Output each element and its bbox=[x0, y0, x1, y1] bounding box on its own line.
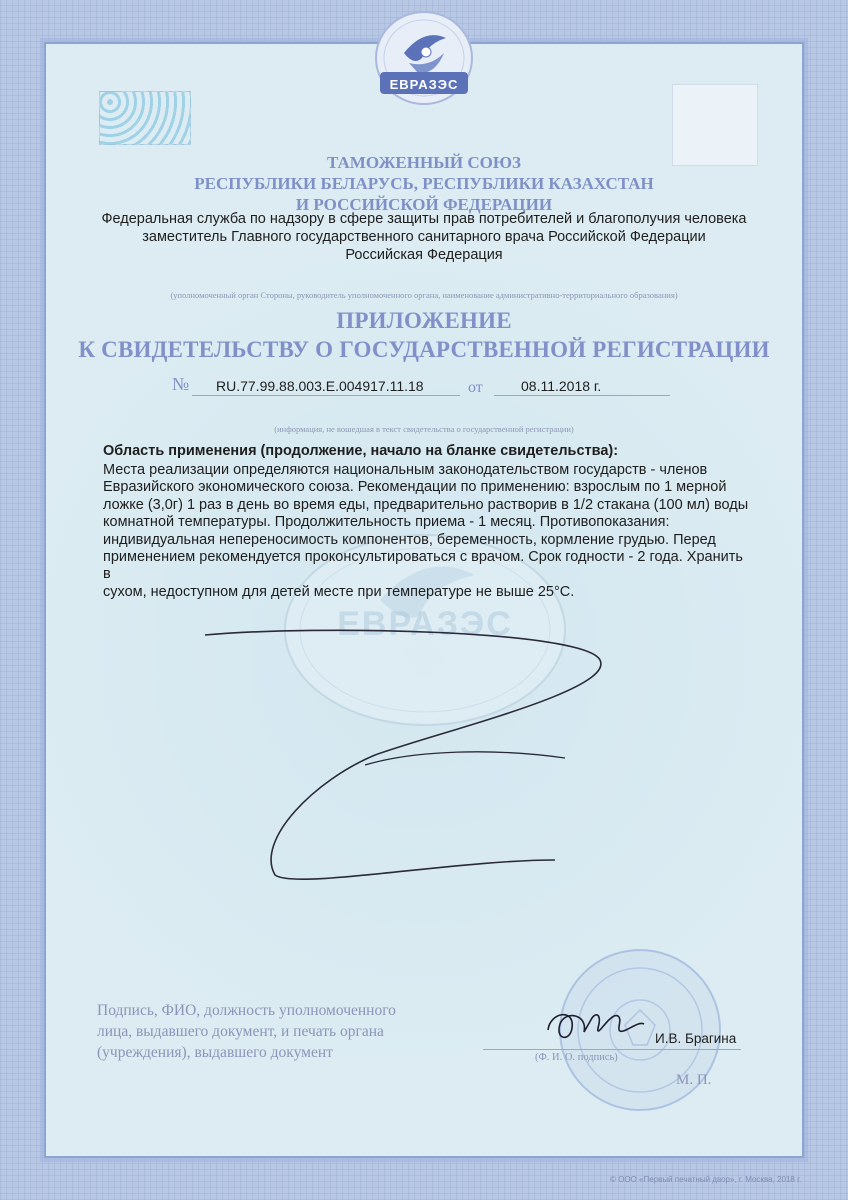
eurasec-emblem-icon bbox=[374, 8, 474, 108]
printer-footer: © ООО «Первый печатный двор», г. Москва, 2018 г. bbox=[610, 1175, 802, 1184]
caption-line-2: лица, выдавшего документ, и печать органа bbox=[97, 1023, 384, 1040]
emblem-label: ЕВРАЗЭС bbox=[389, 77, 459, 92]
authority-block bbox=[80, 210, 768, 264]
signature-caption bbox=[97, 1000, 462, 1063]
registration-number: RU.77.99.88.003.Е.004917.11.18 bbox=[216, 378, 424, 394]
header-line-3: И РОССИЙСКОЙ ФЕДЕРАЦИИ bbox=[295, 195, 553, 214]
background-watermark-label: ЕВРАЗЭС bbox=[337, 605, 513, 643]
scope-title: Область применения (продолжение, начало на бланке свидетельства): bbox=[103, 443, 619, 459]
info-hint: (информация, не вошедшая в текст свидетельства о государственной регистрации) bbox=[274, 424, 574, 434]
title-line-1: ПРИЛОЖЕНИЕ bbox=[336, 308, 512, 333]
authority-line-3: Российская Федерация bbox=[345, 247, 503, 263]
caption-line-3: (учреждения), выдавшего документ bbox=[97, 1044, 333, 1061]
fio-hint: (Ф. И. О. подпись) bbox=[535, 1052, 618, 1063]
hologram-left bbox=[99, 91, 191, 145]
number-sign: № bbox=[172, 374, 190, 394]
caption-line-1: Подпись, ФИО, должность уполномоченного bbox=[97, 1002, 396, 1019]
registration-date: 08.11.2018 г. bbox=[521, 378, 602, 394]
seal-place-label: М. П. bbox=[676, 1072, 712, 1088]
signer-name: И.В. Брагина bbox=[655, 1031, 737, 1046]
scope-line: применением рекомендуется проконсультироваться с врачом. Срок годности - 2 года. Хранить в bbox=[103, 549, 743, 583]
scope-line: Евразийского экономического союза. Рекомендации по применению: взрослым по 1 мерной bbox=[103, 479, 727, 496]
scope-line: ложке (3,0г) 1 раз в день во время еды, предварительно растворив в 1/2 стакана (100 мл) воды bbox=[103, 496, 749, 513]
scope-line: Места реализации определяются национальным законодательством государств - членов bbox=[103, 462, 708, 478]
authority-line-2: заместитель Главного государственного санитарного врача Российской Федерации bbox=[142, 229, 706, 245]
handwritten-signature bbox=[540, 1000, 650, 1050]
number-underline bbox=[192, 395, 460, 396]
scope-line: комнатной температуры. Продолжительность приема - 1 месяц. Противопоказания: bbox=[103, 514, 670, 531]
scope-line: индивидуальная непереносимость компонентов, беременность, кормление грудью. Перед bbox=[103, 531, 716, 548]
authority-hint: (уполномоченный орган Стороны, руководитель уполномоченного органа, наименование административно-территориального образования) bbox=[170, 290, 678, 300]
date-from-label: от bbox=[468, 379, 483, 396]
customs-union-header bbox=[80, 152, 768, 215]
cancellation-z-stroke bbox=[195, 620, 625, 900]
signature-underline bbox=[483, 1049, 741, 1050]
scope-text bbox=[103, 462, 749, 601]
scope-line: сухом, недоступном для детей месте при температуре не выше 25°С. bbox=[103, 583, 575, 600]
header-line-1: ТАМОЖЕННЫЙ СОЮЗ bbox=[327, 153, 521, 172]
authority-line-1: Федеральная служба по надзору в сфере защиты прав потребителей и благополучия человека bbox=[101, 211, 747, 227]
title-line-2: К СВИДЕТЕЛЬСТВУ О ГОСУДАРСТВЕННОЙ РЕГИСТРАЦИИ bbox=[78, 337, 770, 362]
header-line-2: РЕСПУБЛИКИ БЕЛАРУСЬ, РЕСПУБЛИКИ КАЗАХСТАН bbox=[194, 174, 654, 193]
document-title bbox=[60, 306, 788, 364]
date-underline bbox=[494, 395, 670, 396]
